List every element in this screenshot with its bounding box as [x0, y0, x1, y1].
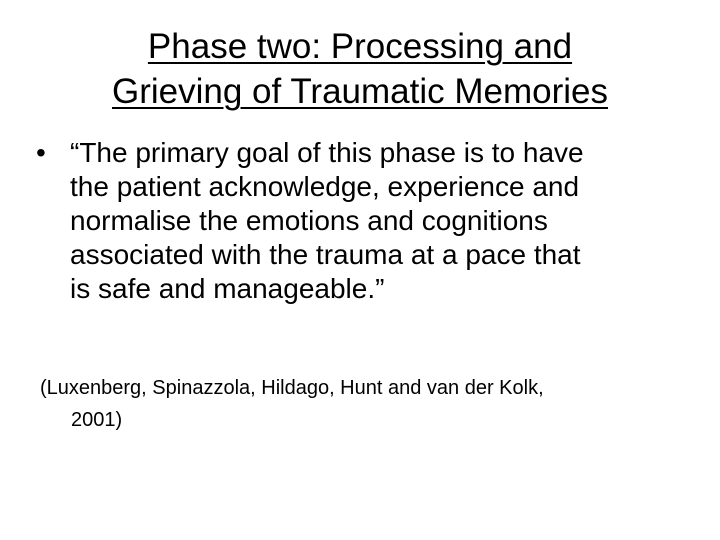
quote-line-2: the patient acknowledge, experience and — [70, 171, 580, 202]
quote-line-4: associated with the trauma at a pace that — [70, 239, 581, 270]
slide-title — [36, 24, 684, 114]
bullet-icon: • — [36, 137, 46, 168]
quote-text — [70, 136, 682, 306]
citation-line-2: 2001) — [71, 409, 123, 431]
quote-line-3: normalise the emotions and cognitions — [70, 205, 548, 236]
title-line-2: Grieving of Traumatic Memories — [112, 72, 608, 111]
quote-line-5: is safe and manageable.” — [70, 273, 385, 304]
title-line-1: Phase two: Processing and — [147, 27, 573, 66]
citation-line-1: (Luxenberg, Spinazzola, Hildago, Hunt and van der Kolk, — [40, 377, 544, 399]
quote-line-1: “The primary goal of this phase is to have — [70, 137, 584, 168]
citation — [40, 372, 680, 436]
